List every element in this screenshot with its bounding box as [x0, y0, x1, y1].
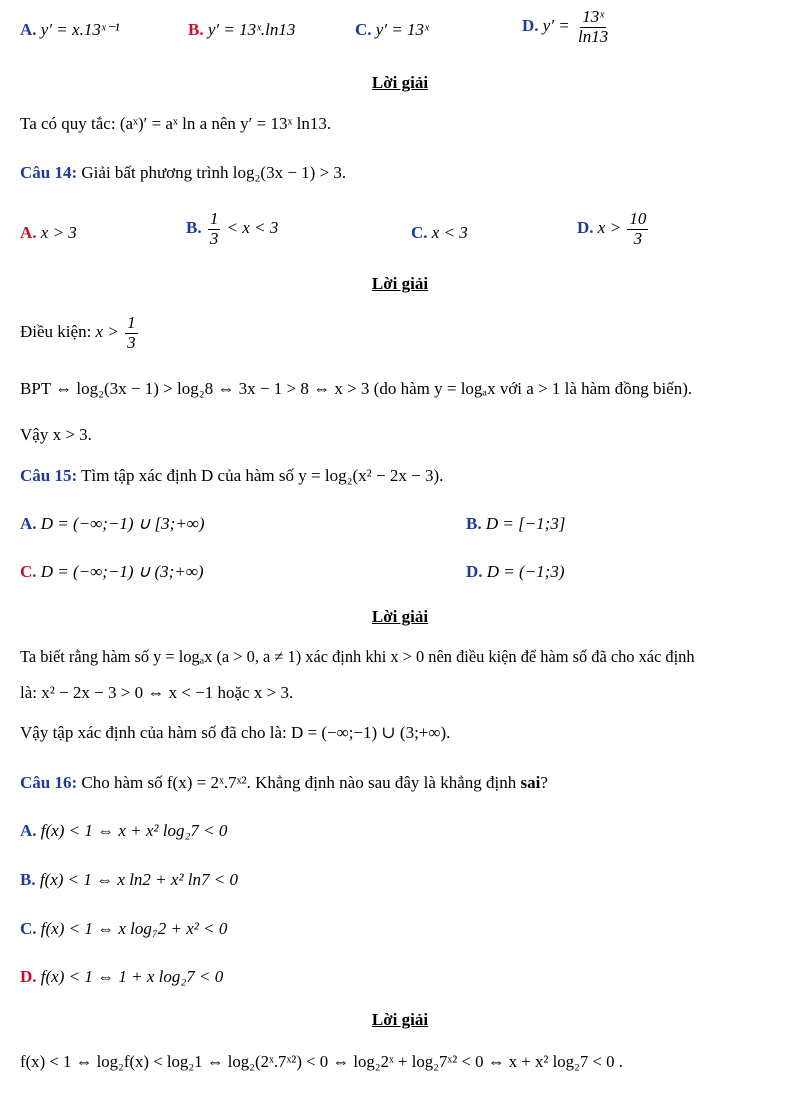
- q15-option-a-label: A.: [20, 514, 37, 533]
- q16-solution: f(x) < 1 ⇔ log₂f(x) < log₂1 ⇔ log₂(2ˣ.7ˣ²) < 0 ⇔ log₂2ˣ + log₂7ˣ² < 0 ⇔ x + x² log₂7 < 0 .: [20, 1052, 623, 1071]
- q13-option-c-text: y′ = 13ˣ: [375, 20, 429, 39]
- q15-option-a-text: D = (−∞;−1) ∪ [3;+∞): [40, 514, 205, 533]
- q14-label: Câu 14:: [20, 163, 78, 182]
- q14-conclusion: Vậy x > 3.: [20, 425, 92, 444]
- q14-option-d-den: 3: [633, 228, 643, 248]
- q16-option-b-label: B.: [20, 870, 36, 889]
- q16-question: [20, 772, 548, 793]
- q16-text-before: Cho hàm số f(x) = 2ˣ.7ˣ². Khẳng định nào sau đây là khẳng định: [81, 773, 517, 792]
- q15-option-c: [20, 562, 204, 582]
- q14-option-a-label: A.: [20, 223, 37, 242]
- q15-option-c-text: D = (−∞;−1) ∪ (3;+∞): [40, 562, 204, 581]
- q14-option-c-text: x < 3: [431, 223, 468, 242]
- q15-solution-line3: Vậy tập xác định của hàm số đã cho là: D = (−∞;−1) ∪ (3;+∞).: [20, 723, 451, 742]
- q15-option-d: [466, 562, 565, 582]
- q13-option-b-label: B.: [188, 20, 204, 39]
- q14-option-d: [577, 210, 650, 248]
- q14-option-d-label: D.: [577, 218, 594, 238]
- q16-option-d: [20, 967, 223, 987]
- q13-option-c: [355, 20, 429, 40]
- q14-condition-fraction: [125, 314, 138, 352]
- q13-option-d-den: ln13: [578, 26, 609, 46]
- q15-option-a: [20, 514, 205, 534]
- q14-option-c: [411, 223, 468, 243]
- q14-option-b: [186, 210, 278, 248]
- q14-condition-label: Điều kiện:: [20, 322, 92, 342]
- q15-option-c-label: C.: [20, 562, 37, 581]
- q14-question: [20, 162, 346, 183]
- q13-option-d-fraction: [576, 8, 610, 46]
- q16-option-d-label: D.: [20, 967, 37, 986]
- q14-option-b-text: < x < 3: [226, 218, 279, 238]
- q16-option-c-label: C.: [20, 919, 37, 938]
- q16-option-d-text: f(x) < 1 ⇔ 1 + x log₂7 < 0: [40, 967, 224, 986]
- q14-option-a: [20, 223, 77, 243]
- q13-option-d-label: D.: [522, 16, 539, 36]
- q16-option-a: [20, 821, 227, 841]
- q15-text: Tìm tập xác định D của hàm số y = log₂(x² − 2x − 3).: [81, 466, 444, 485]
- q13-option-a: [20, 20, 120, 40]
- q15-option-d-label: D.: [466, 562, 483, 581]
- q16-option-b: [20, 870, 238, 890]
- q14-option-b-den: 3: [209, 228, 219, 248]
- q14-option-b-label: B.: [186, 218, 202, 238]
- q14-option-d-fraction: [627, 210, 648, 248]
- q13-option-b: [188, 20, 295, 40]
- q14-solution-step: BPT ⇔ log₂(3x − 1) > log₂8 ⇔ 3x − 1 > 8 ⇔ x > 3 (do hàm y = logₐx với a > 1 là hàm đồng biến).: [20, 379, 693, 398]
- q13-option-c-label: C.: [355, 20, 372, 39]
- q16-option-b-text: f(x) < 1 ⇔ x ln2 + x² ln7 < 0: [39, 870, 238, 889]
- q14-option-d-text: x >: [597, 218, 622, 238]
- q15-option-b: [466, 514, 565, 534]
- solution-heading-14: Lời giải: [371, 274, 429, 293]
- q15-option-b-text: D = [−1;3]: [485, 514, 566, 533]
- q14-option-b-fraction: [208, 210, 221, 248]
- q16-option-c: [20, 919, 227, 939]
- q13-option-d-num: 13ˣ: [582, 7, 605, 26]
- q14-option-a-text: x > 3: [40, 223, 77, 242]
- q16-label: Câu 16:: [20, 773, 78, 792]
- q13-option-a-text: y′ = x.13ˣ⁻¹: [40, 20, 120, 39]
- q16-text-after: ?: [540, 773, 548, 792]
- q15-solution-line1: Ta biết rằng hàm số y = logₐx (a > 0, a ≠ 1) xác định khi x > 0 nên điều kiện để hàm số đã cho xác định: [20, 647, 695, 666]
- q14-condition-den: 3: [127, 332, 136, 352]
- q14-condition-num: 1: [127, 313, 136, 332]
- q16-option-a-text: f(x) < 1 ⇔ x + x² log₂7 < 0: [40, 821, 228, 840]
- q13-option-b-text: y′ = 13ˣ.ln13: [207, 20, 296, 39]
- q15-option-d-text: D = (−1;3): [486, 562, 565, 581]
- q15-label: Câu 15:: [20, 466, 78, 485]
- q16-option-c-text: f(x) < 1 ⇔ x log₇2 + x² < 0: [40, 919, 228, 938]
- q15-solution-line2: là: x² − 2x − 3 > 0 ⇔ x < −1 hoặc x > 3.: [20, 683, 294, 702]
- solution-heading-15: Lời giải: [371, 607, 429, 626]
- q13-solution: Ta có quy tắc: (aˣ)′ = aˣ ln a nên y′ = 13ˣ ln13.: [20, 114, 332, 133]
- q13-option-d-text: y′ =: [542, 16, 570, 36]
- q15-option-b-label: B.: [466, 514, 482, 533]
- solution-heading-16: Lời giải: [371, 1010, 429, 1029]
- solution-heading-13: Lời giải: [371, 73, 429, 92]
- q15-question: [20, 465, 443, 486]
- q14-option-d-num: 10: [629, 209, 647, 228]
- q14-condition: [20, 314, 140, 352]
- q16-option-a-label: A.: [20, 821, 37, 840]
- q14-text: Giải bất phương trình log₂(3x − 1) > 3.: [81, 163, 347, 182]
- q16-text-bold: sai: [520, 773, 541, 792]
- q13-option-a-label: A.: [20, 20, 37, 39]
- q14-option-b-num: 1: [209, 209, 219, 228]
- q14-option-c-label: C.: [411, 223, 428, 242]
- q14-condition-text: x >: [95, 322, 119, 342]
- q13-option-d: [522, 8, 612, 46]
